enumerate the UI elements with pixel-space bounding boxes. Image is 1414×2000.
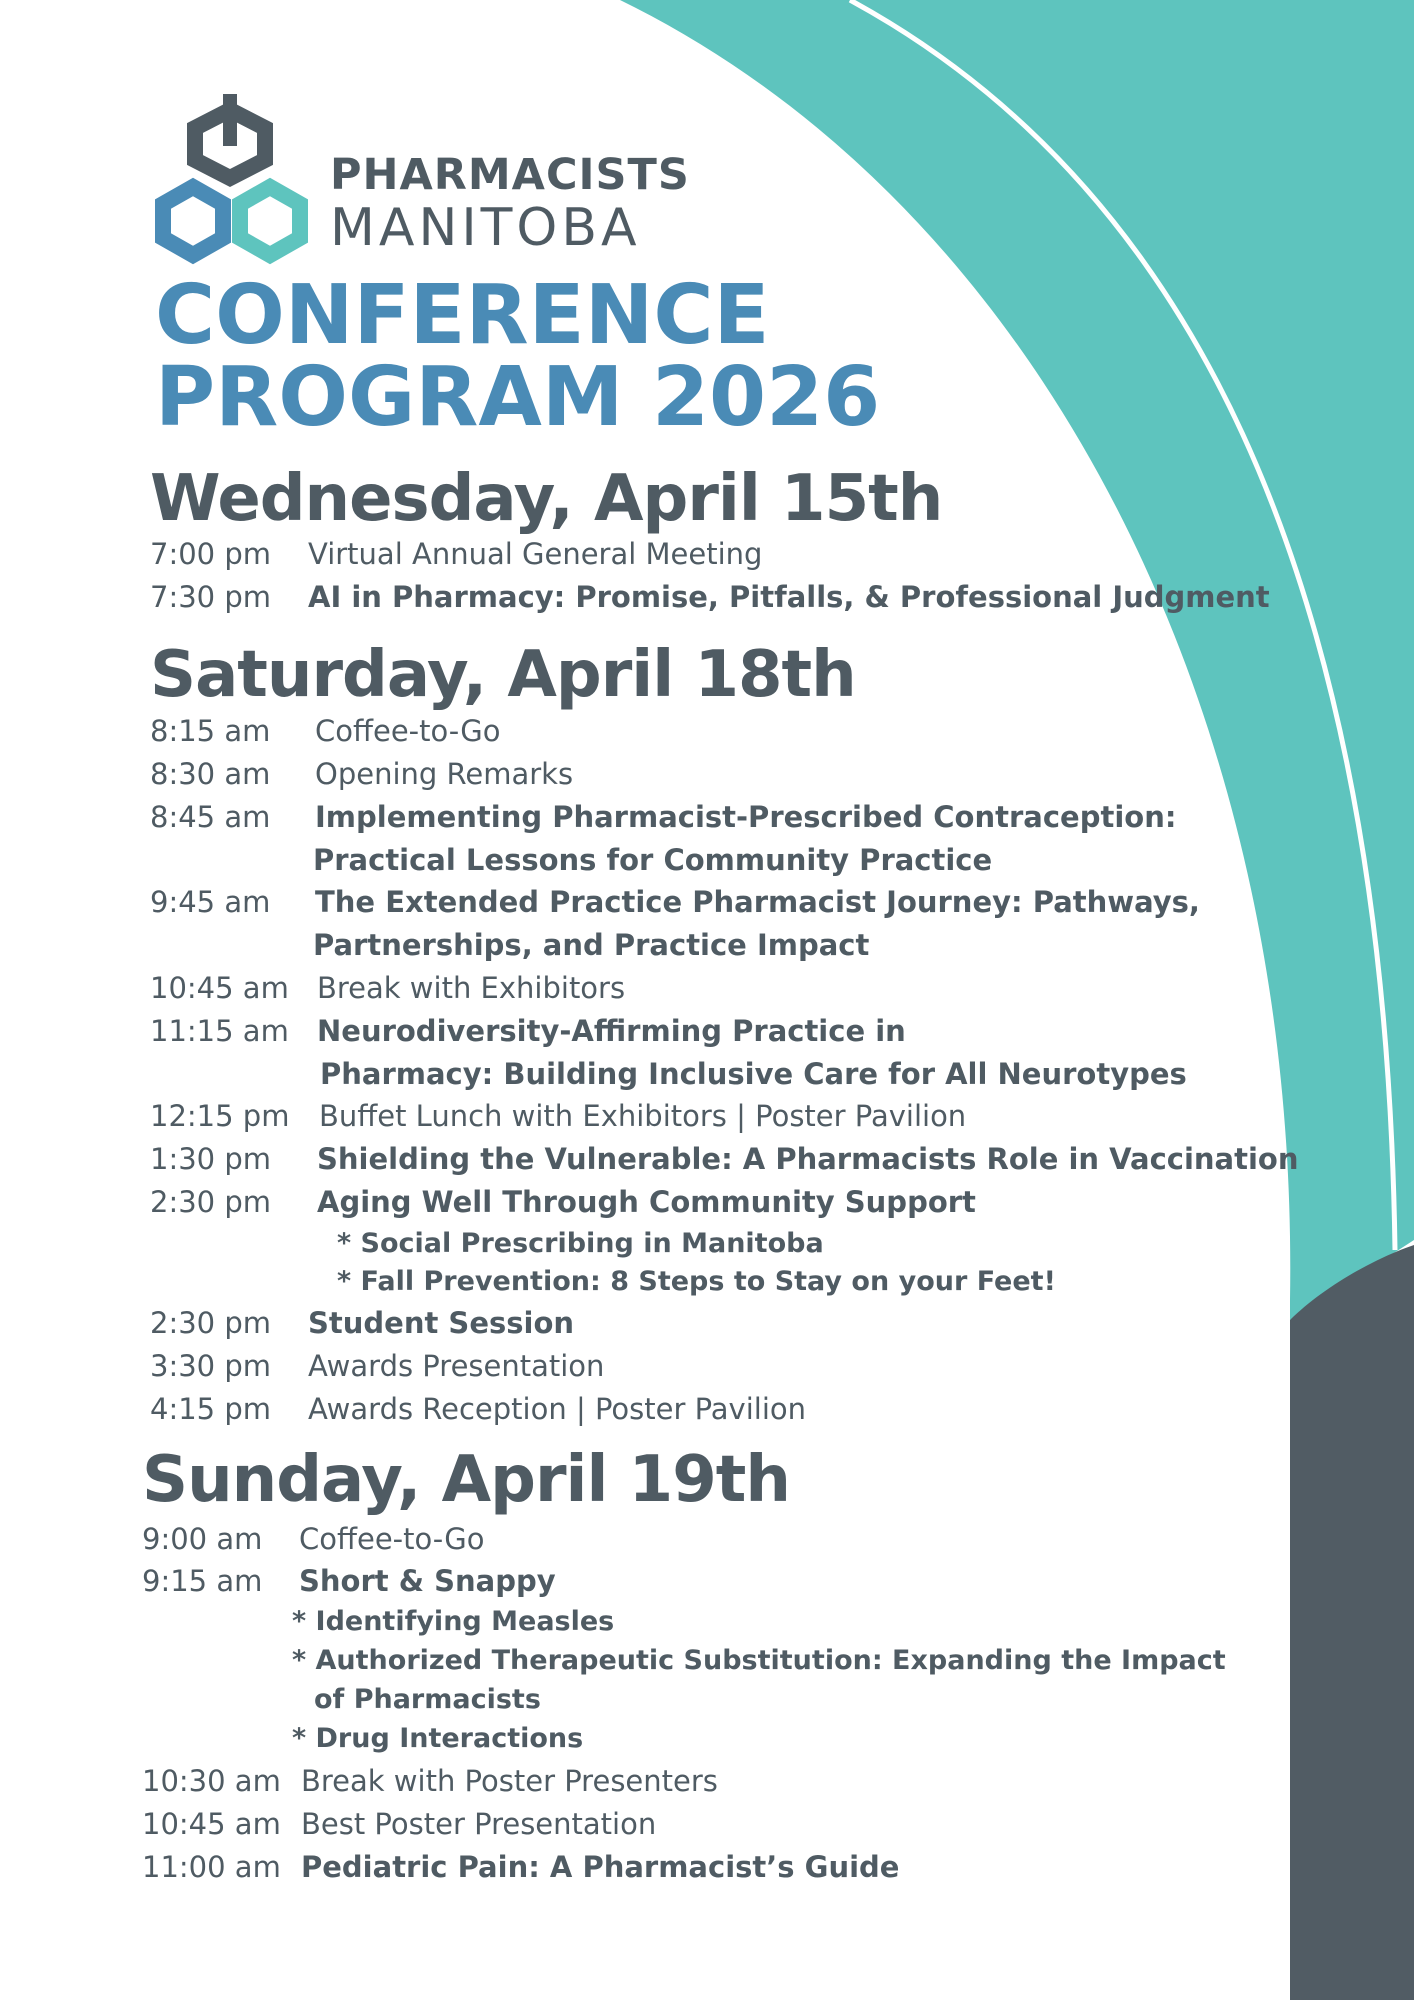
- slate-corner-block: [1290, 1245, 1414, 2000]
- item-title: Break with Exhibitors: [317, 971, 626, 1005]
- day-heading-sunday: Sunday, April 19th: [142, 1443, 790, 1517]
- item-title: Student Session: [308, 1306, 575, 1340]
- pharmacists-manitoba-logo: [155, 92, 315, 272]
- item-title: Best Poster Presentation: [301, 1807, 657, 1841]
- page-title-line1: CONFERENCE: [155, 268, 770, 363]
- item-time: 1:30 pm: [150, 1142, 271, 1176]
- item-time: 12:15 pm: [150, 1099, 290, 1133]
- sub-item: * Fall Prevention: 8 Steps to Stay on your Feet!: [337, 1266, 1056, 1297]
- item-title-line2: Partnerships, and Practice Impact: [313, 928, 870, 962]
- item-title-line2: Pharmacy: Building Inclusive Care for All Neurotypes: [320, 1057, 1187, 1091]
- day-heading-saturday: Saturday, April 18th: [150, 638, 856, 712]
- item-time: 9:00 am: [142, 1522, 263, 1556]
- item-time: 8:15 am: [150, 714, 271, 748]
- right-hexagon-icon: [240, 187, 300, 255]
- item-time: 3:30 pm: [150, 1349, 271, 1383]
- item-title: Short & Snappy: [299, 1564, 556, 1598]
- item-title: Awards Reception | Poster Pavilion: [308, 1392, 807, 1426]
- brand-name-line2: MANITOBA: [330, 198, 641, 258]
- item-time: 2:30 pm: [150, 1185, 271, 1219]
- item-title-line2: Practical Lessons for Community Practice: [313, 843, 993, 877]
- item-title-line1: Neurodiversity-Affirming Practice in: [317, 1014, 906, 1048]
- item-title: Pediatric Pain: A Pharmacist’s Guide: [301, 1850, 900, 1884]
- item-time: 10:45 am: [142, 1807, 281, 1841]
- day-heading-wednesday: Wednesday, April 15th: [150, 462, 943, 536]
- sub-item: * Social Prescribing in Manitoba: [337, 1228, 824, 1259]
- item-title: Virtual Annual General Meeting: [308, 537, 763, 571]
- item-title: Coffee-to-Go: [299, 1522, 485, 1556]
- item-time: 2:30 pm: [150, 1306, 271, 1340]
- item-time: 4:15 pm: [150, 1392, 271, 1426]
- sub-item: * Authorized Therapeutic Substitution: Expanding the Impact: [292, 1645, 1226, 1676]
- sub-item-continued: of Pharmacists: [314, 1684, 541, 1715]
- item-title-line1: The Extended Practice Pharmacist Journey: Pathways,: [315, 885, 1200, 919]
- sub-item: * Identifying Measles: [292, 1606, 615, 1637]
- item-title: Aging Well Through Community Support: [317, 1185, 976, 1219]
- item-title: Shielding the Vulnerable: A Pharmacists Role in Vaccination: [317, 1142, 1299, 1176]
- left-hexagon-icon: [163, 187, 223, 255]
- item-title: Break with Poster Presenters: [301, 1764, 718, 1798]
- item-time: 8:30 am: [150, 757, 271, 791]
- item-time: 11:15 am: [150, 1014, 289, 1048]
- item-time: 8:45 am: [150, 800, 271, 834]
- item-title: Coffee-to-Go: [315, 714, 501, 748]
- item-time: 11:00 am: [142, 1850, 281, 1884]
- item-time: 10:30 am: [142, 1764, 281, 1798]
- sub-item: * Drug Interactions: [292, 1723, 584, 1754]
- item-time: 9:45 am: [150, 885, 271, 919]
- page-title-line2: PROGRAM 2026: [155, 350, 881, 445]
- item-title: AI in Pharmacy: Promise, Pitfalls, & Professional Judgment: [308, 580, 1270, 614]
- brand-name-line1: PHARMACISTS: [330, 150, 690, 200]
- item-title: Awards Presentation: [308, 1349, 605, 1383]
- item-title-line1: Implementing Pharmacist-Prescribed Contraception:: [315, 800, 1177, 834]
- item-time: 10:45 am: [150, 971, 289, 1005]
- item-time: 7:00 pm: [150, 537, 271, 571]
- item-title: Opening Remarks: [315, 757, 574, 791]
- item-time: 7:30 pm: [150, 580, 271, 614]
- item-title: Buffet Lunch with Exhibitors | Poster Pavilion: [319, 1099, 967, 1133]
- item-time: 9:15 am: [142, 1564, 263, 1598]
